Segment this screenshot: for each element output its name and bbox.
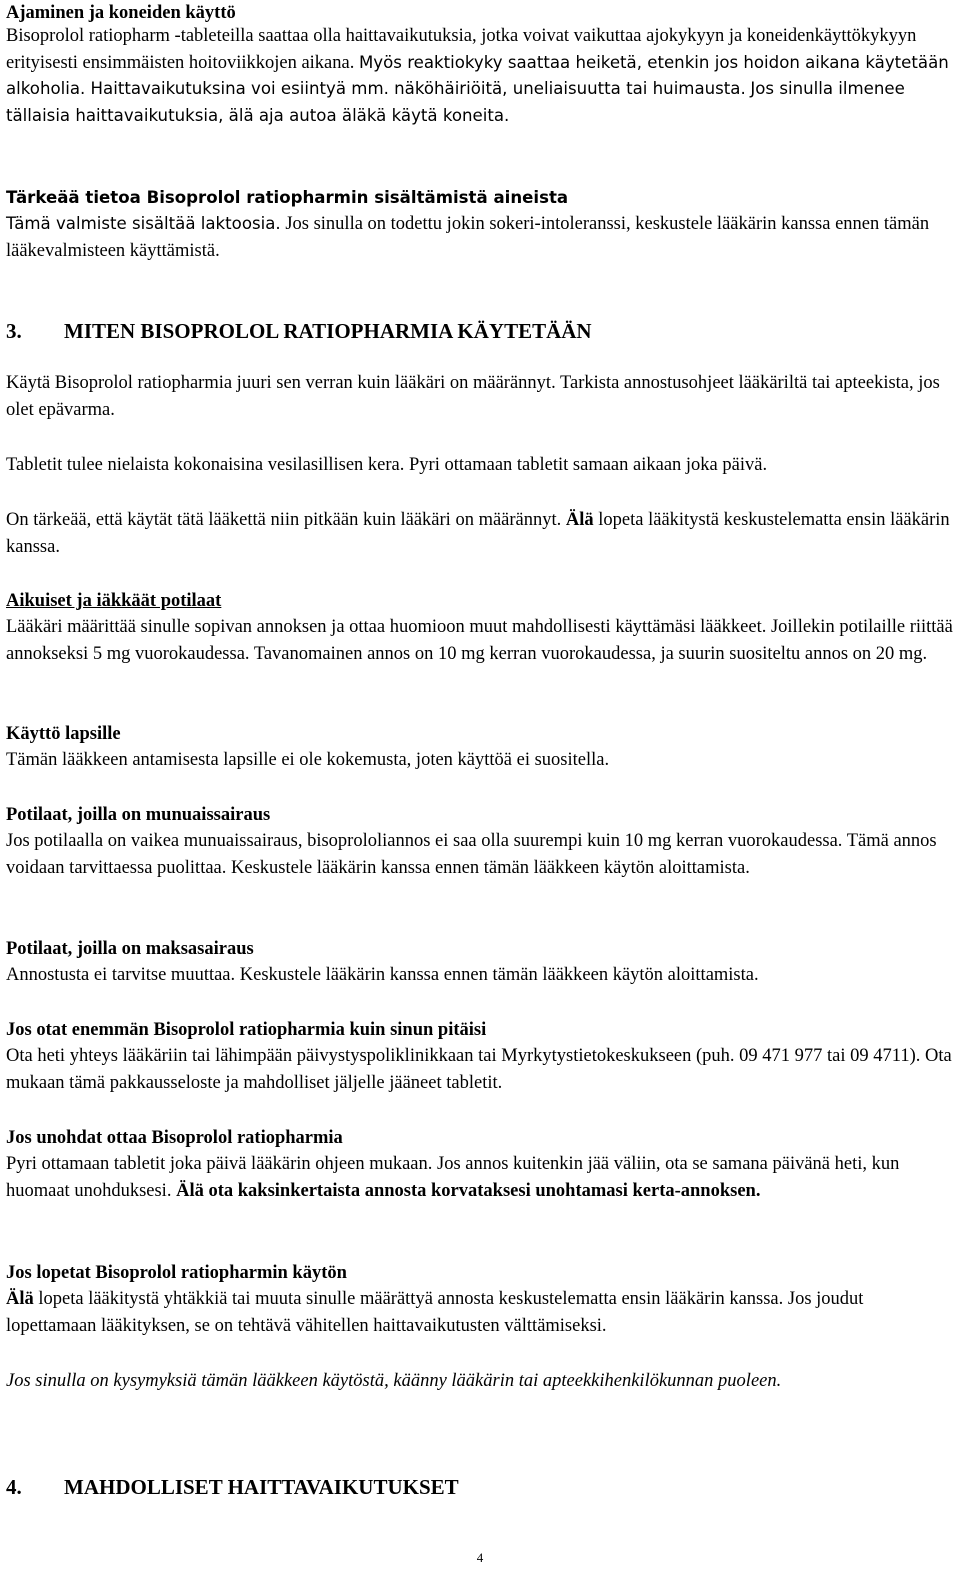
section-4-number: 4. <box>6 1475 22 1499</box>
section-3-title: MITEN BISOPROLOL RATIOPHARMIA KÄYTETÄÄN <box>64 319 592 343</box>
section-3-para-3-end: lopeta lääkitystä keskustelematta ensin lääkärin kanssa. <box>6 510 950 557</box>
missed-text <box>6 1151 960 1204</box>
kidney-heading: Potilaat, joilla on munuaissairaus <box>6 805 271 825</box>
driving-text-sans-1: Myös reaktiokyky saattaa heiketä, etenkin jos hoidon aikana käytetään alkoholia. Haittavaikutuksina voi esiintyä mm. näköhäiriöitä, uneliaisuutta tai huimausta. <box>6 52 949 98</box>
liver-heading: Potilaat, joilla on maksasairaus <box>6 939 254 959</box>
ingredients-text <box>6 211 956 264</box>
stopping-text-bold: Älä <box>6 1289 34 1309</box>
section-4-title: MAHDOLLISET HAITTAVAIKUTUKSET <box>64 1475 459 1499</box>
driving-text <box>6 23 956 129</box>
section-3-para-3-bold: Älä <box>565 510 594 530</box>
section-3-para-1: Käytä Bisoprolol ratiopharmia juuri sen verran kuin lääkäri on määrännyt. Tarkista annostusohjeet lääkäriltä tai apteekista, jos olet epävarma. <box>6 373 940 420</box>
missed-text-main: Pyri ottamaan tabletit joka päivä lääkärin ohjeen mukaan. Jos annos kuitenkin jää väliin, ota se samana päivänä heti, kun huomaat unohduksesi. <box>6 1154 900 1201</box>
adults-text: Lääkäri määrittää sinulle sopivan annoksen ja ottaa huomioon muut mahdollisesti käyttämäsi lääkkeet. Joillekin potilaille riittää annokseksi 5 mg vuorokaudessa. Tavanomainen annos on 10 mg kerran vuorokaudessa, ja suurin suositeltu annos on 20 mg. <box>6 617 953 664</box>
overdose-heading: Jos otat enemmän Bisoprolol ratiopharmia kuin sinun pitäisi <box>6 1020 487 1040</box>
driving-text-sans-2: Jos sinulla ilmenee tällaisia haittavaikutuksia, älä aja autoa äläkä käytä koneita. <box>6 79 905 125</box>
ingredients-text-serif: Jos sinulla on todettu jokin sokeri-intoleranssi, keskustele lääkärin kanssa ennen tämän lääkevalmisteen käyttämistä. <box>6 214 930 261</box>
section-3-number: 3. <box>6 319 22 343</box>
kidney-text: Jos potilaalla on vaikea munuaissairaus, bisoprololiannos ei saa olla suurempi kuin 10 mg kerran vuorokaudessa. Tämä annos voidaan tarvittaessa puolittaa. Keskustele lääkärin kanssa ennen tämän lääkkeen käytön aloittamista. <box>6 831 937 878</box>
driving-text-serif: Bisoprolol ratiopharm -tableteilla saattaa olla haittavaikutuksia, jotka voivat vaikuttaa ajokykyyn ja koneidenkäyttökykyyn erityisesti ensimmäisten hoitoviikkojen aikana. <box>6 26 917 73</box>
missed-heading: Jos unohdat ottaa Bisoprolol ratiopharmia <box>6 1128 343 1148</box>
section-3-para-2: Tabletit tulee nielaista kokonaisina vesilasillisen kera. Pyri ottamaan tabletit samaan aikaan joka päivä. <box>6 455 768 475</box>
section-3-heading <box>6 318 592 344</box>
adults-heading: Aikuiset ja iäkkäät potilaat <box>6 591 222 611</box>
missed-text-bold: Älä ota kaksinkertaista annosta korvataksesi unohtamasi kerta-annoksen. <box>176 1180 761 1201</box>
page-number: 4 <box>476 1550 484 1565</box>
ingredients-text-sans: Tämä valmiste sisältää laktoosia. <box>6 214 281 233</box>
questions-text: Jos sinulla on kysymyksiä tämän lääkkeen käytöstä, käänny lääkärin tai apteekkihenkilökunnan puoleen. <box>6 1371 782 1391</box>
overdose-text: Ota heti yhteys lääkäriin tai lähimpään päivystyspoliklinikkaan tai Myrkytystietokeskukseen (puh. 09 471 977 tai 09 4711). Ota mukaan tämä pakkausseloste ja mahdolliset jäljelle jääneet tabletit. <box>6 1046 952 1093</box>
section-3-para-3 <box>6 507 956 560</box>
liver-text: Annostusta ei tarvitse muuttaa. Keskustele lääkärin kanssa ennen tämän lääkkeen käytön aloittamista. <box>6 965 759 985</box>
section-4-heading <box>6 1474 459 1500</box>
ingredients-heading: Tärkeää tietoa Bisoprolol ratiopharmin sisältämistä aineista <box>6 188 569 207</box>
children-heading: Käyttö lapsille <box>6 724 121 744</box>
stopping-text-main: lopeta lääkitystä yhtäkkiä tai muuta sinulle määrättyä annosta keskustelematta ensin lääkärin kanssa. Jos joudut lopettamaan lääkityksen, se on tehtävä vähitellen haittavaikutusten välttämiseksi. <box>6 1289 864 1336</box>
children-text: Tämän lääkkeen antamisesta lapsille ei ole kokemusta, joten käyttöä ei suositella. <box>6 750 610 770</box>
driving-heading: Ajaminen ja koneiden käyttö <box>6 3 236 23</box>
stopping-heading: Jos lopetat Bisoprolol ratiopharmin käytön <box>6 1263 347 1283</box>
stopping-text <box>6 1286 956 1339</box>
section-3-para-3-start: On tärkeää, että käytät tätä lääkettä niin pitkään kuin lääkäri on määrännyt. <box>6 510 566 530</box>
